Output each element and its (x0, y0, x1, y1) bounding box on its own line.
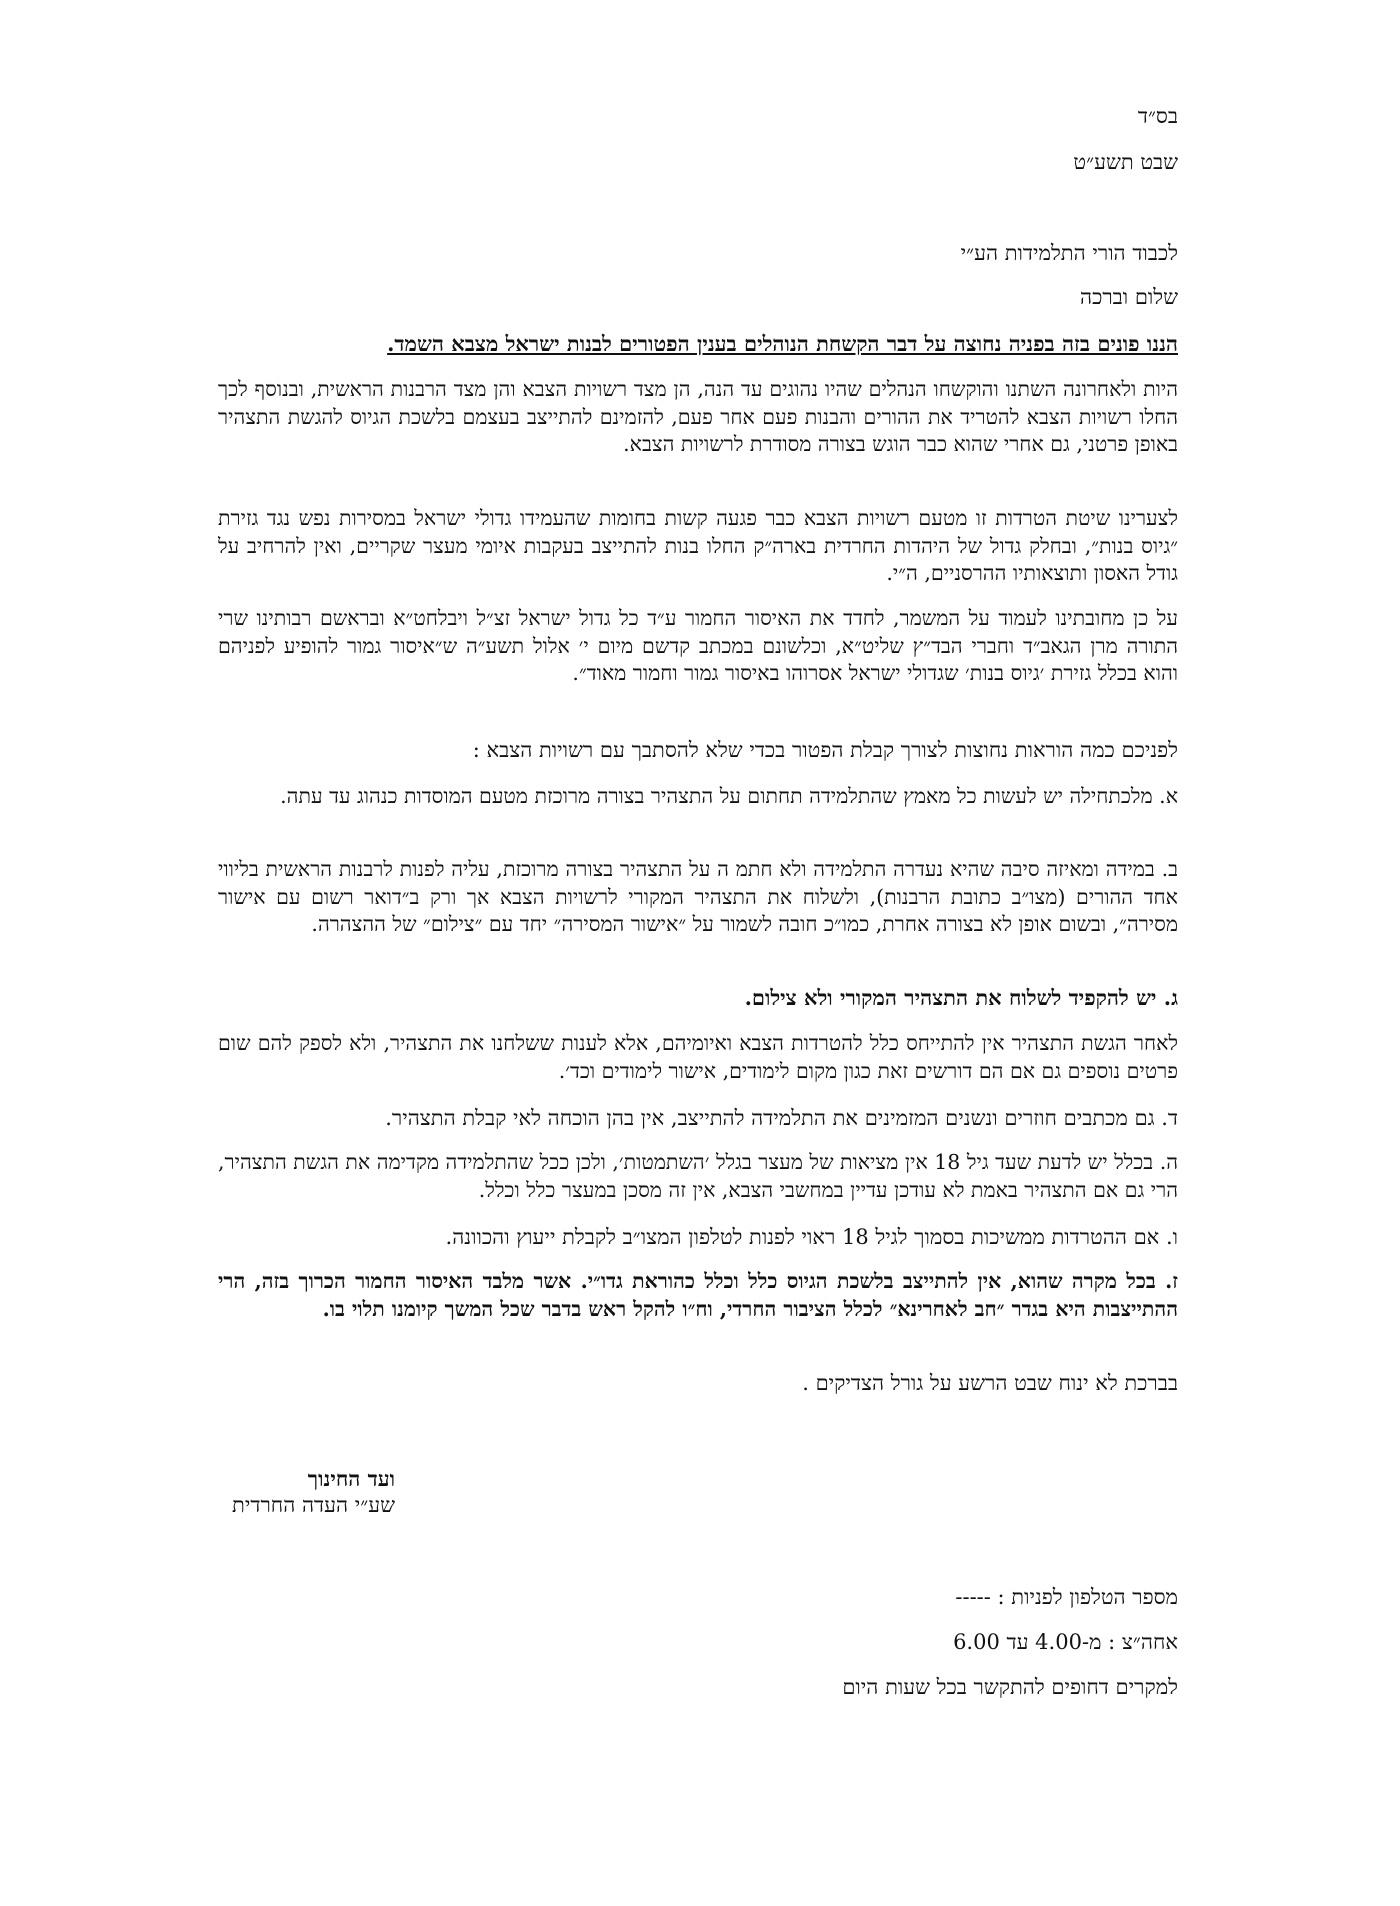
bsd-header: בס״ד (1137, 104, 1178, 128)
contact-phone: מספר הטלפון לפניות : ----- (955, 1585, 1178, 1609)
paragraph-intro: היות ולאחרונה השתנו והוקשחו הנהלים שהיו נהוגים עד הנה, הן מצד רשויות הצבא והן מצד הרבנות הראשית, ובנוסף לכך החלו רשויות הצבא להטריד את ההורים והבנות פעם אחר פעם, להזמינם להתייצב בעצמם בלשכת הגיוס להגשת התצהיר באופן פרטני, גם אחרי שהוא כבר הוגש בצורה מסודרת לרשויות הצבא. (218, 377, 1178, 456)
paragraph-harassment: לצערינו שיטת הטרדות זו מטעם רשויות הצבא כבר פגעה קשות בחומות שהעמידו גדולי ישראל במסירות נפש נגד גזירת ״גיוס בנות״, ובחלק גדול של היהדות החרדית בארה״ק החלו בנות להתייצב בעקבות איומי מעצר שקריים, ואין להרחיב על גודל האסון ותוצאותיו ההרסניים, ה״י. (218, 506, 1178, 585)
blessing-line: בברכת לא ינוח שבט הרשע על גורל הצדיקים . (802, 1371, 1178, 1395)
signature-name: ועד החינוך (307, 1466, 395, 1491)
date-line: שבט תשע״ט (1073, 150, 1178, 174)
instruction-a: א. מלכתחילה יש לעשות כל מאמץ שהתלמידה תחתום על התצהיר בצורה מרוכזת מטעם המוסדות כנהוג עד עתה. (280, 784, 1178, 808)
instruction-v: ו. אם ההטרדות ממשיכות בסמוך לגיל 18 ראוי לפנות לטלפון המצו״ב לקבלת ייעוץ והכוונה. (445, 1225, 1178, 1249)
greeting-line: שלום וברכה (1080, 285, 1178, 309)
paragraph-prohibition: על כן מחובתינו לעמוד על המשמר, לחדד את האיסור החמור ע״ד כל גדול ישראל זצ״ל ויבלחט״א ובראשם רבותינו שרי התורה מרן הגאב״ד וחברי הבד״ץ שליט״א, וכלשונם במכתב קדשם מיום י׳ אלול תשע״ה ש״איסור גמור להופיע לפניהם והוא בכלל גזירת ׳גיוס בנות׳ שגדולי ישראל אסרוהו באיסור גמור וחמור מאוד״. (218, 606, 1178, 685)
instruction-d: ד. גם מכתבים חוזרים ונשנים המזמינים את התלמידה להתייצב, אין בהן הוכחה לאי קבלת התצהיר. (385, 1106, 1178, 1130)
instruction-h: ה. בכלל יש לדעת שעד גיל 18 אין מציאות של מעצר בגלל ׳השתמטות׳, ולכן ככל שהתלמידה מקדימה את הגשת התצהיר, הרי גם אם התצהיר באמת לא עודכן עדיין במחשבי הצבא, אין זה מסכן במעצר כלל וכלל. (218, 1150, 1178, 1202)
instruction-z: ז. בכל מקרה שהוא, אין להתייצב בלשכת הגיוס כלל וכלל כהוראת גדו״י. אשר מלבד האיסור החמור הכרוך בזה, הרי ההתייצבות היא בגדר ״חב לאחרינא״ לכלל הציבור החרדי, וח״ו להקל ראש בדבר שכל המשך קיומנו תלוי בו. (218, 1269, 1178, 1321)
signature-org: שע״י העדה החרדית (232, 1493, 395, 1517)
addressee-line: לכבוד הורי התלמידות הע״י (960, 241, 1178, 265)
subject-line: הננו פונים בזה בפניה נחוצה על דבר הקשחת הנוהלים בענין הפטורים לבנות ישראל מצבא השמד. (387, 331, 1178, 356)
instruction-b: ב. במידה ומאיזה סיבה שהיא נעדרה התלמידה ולא חתמ ה על התצהיר בצורה מרוכזת, עליה לפנות לרבנות הראשית בליווי אחד ההורים (מצו״ב כתובת הרבנות), ולשלוח את התצהיר המקורי לרשויות הצבא אך ורק ב״דואר רשום עם אישור מסירה״, ובשום אופן לא בצורה אחרת, כמו״כ חובה לשמור על ״אישור המסירה״ יחד עם ״צילום״ של ההצהרה. (218, 857, 1178, 936)
contact-urgent: למקרים דחופים להתקשר בכל שעות היום (842, 1675, 1178, 1699)
paragraph-after-submission: לאחר הגשת התצהיר אין להתייחס כלל להטרדות הצבא ואיומיהם, אלא לענות ששלחנו את התצהיר, ולא לספק להם שום פרטים נוספים גם אם הם דורשים זאת כגון מקום לימודים, אישור לימודים וכד׳. (218, 1031, 1178, 1083)
paragraph-instructions-intro: לפניכם כמה הוראות נחוצות לצורך קבלת הפטור בכדי שלא להסתבך עם רשויות הצבא : (472, 738, 1178, 762)
instruction-g: ג. יש להקפיד לשלוח את התצהיר המקורי ולא צילום. (744, 985, 1178, 1010)
contact-hours: אחה״צ : מ-4.00 עד 6.00 (953, 1630, 1178, 1654)
